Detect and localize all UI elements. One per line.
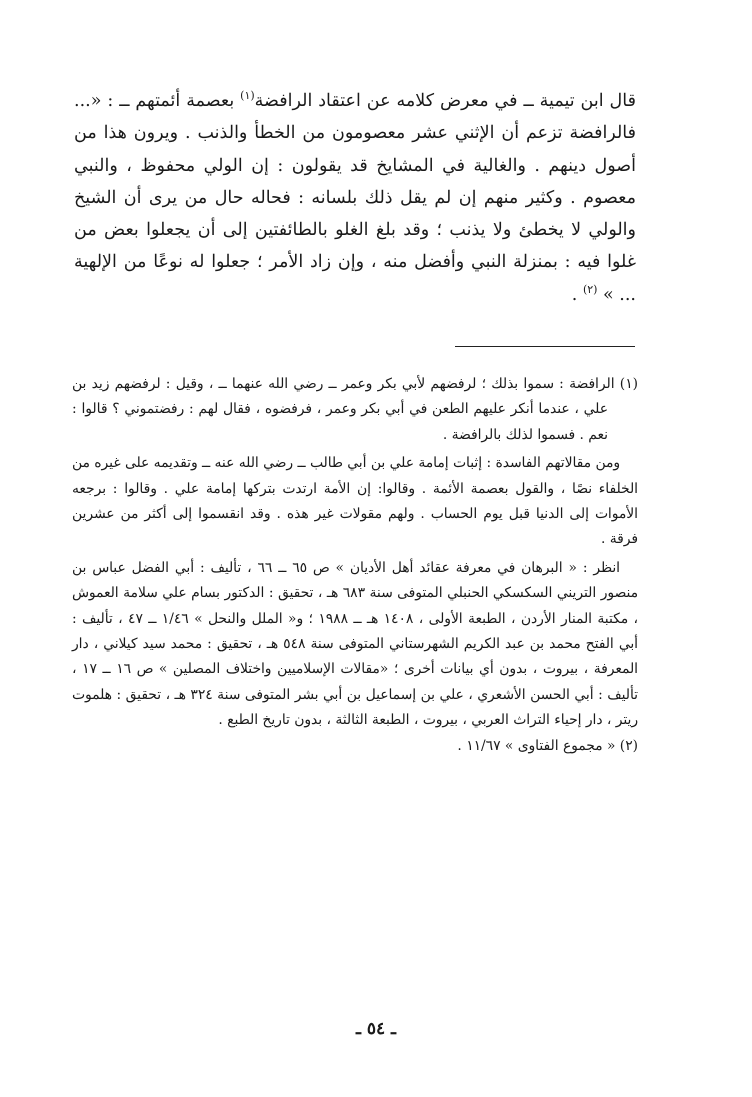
footnote-ref-1[interactable]: (١) <box>240 89 255 103</box>
main-text-block <box>74 85 636 311</box>
footnote-2-paragraph <box>72 734 638 759</box>
footnote-1-marker: (١) <box>619 376 638 392</box>
footnotes-block <box>72 372 638 759</box>
footnote-ref-2[interactable]: (٢) <box>582 282 598 296</box>
quotation-end: . <box>571 284 578 305</box>
intro-line: قال ابن تيمية ــ في معرض كلامه عن اعتقاد الرافضة <box>254 91 636 111</box>
footnote-2-text: « مجموع الفتاوى » ١١/٦٧ . <box>457 737 616 754</box>
intro-line-end: بعصمة أئمتهم ــ : <box>107 91 235 111</box>
footnote-1-paragraph-1 <box>72 372 638 448</box>
footnote-1-paragraph-2: ومن مقالاتهم الفاسدة : إثبات إمامة علي بن أبي طالب ــ رضي الله عنه ــ وتقديمه على غيره من الخلفاء نصًا ، والقول بعصمة الأئمة . وقالوا: إن الأمة ارتدت بتركها إمامة علي . وقالوا : برجعه الأموات إلى الدنيا قبل يوم الحساب . ولهم مقولات غير هذه . وقد انقسموا إلى أكثر من عشرين فرقة . <box>72 455 638 548</box>
footnote-1-text: الرافضة : سموا بذلك ؛ لرفضهم لأبي بكر وعمر ــ رضي الله عنهما ــ ، وقيل : لرفضهم زيد بن علي ، عندما أنكر عليهم الطعن في أبي بكر وعمر ، فرفضوه ، فقال لهم : رفضتموني ؟ قالوا : نعم . فسموا لذلك بالرافضة . <box>72 376 615 443</box>
footnote-separator <box>455 346 635 347</box>
quotation-text: «... فالرافضة تزعم أن الإثني عشر معصومون من الخطأ والذنب . ويرون هذا من أصول دينهم . والغالية في المشايخ قد يقولون : إن الولي محفوظ ، والنبي معصوم . وكثير منهم إن لم يقل ذلك بلسانه : فحاله حال من يرى أن الشيخ والولي لا يخطئ ولا يذنب ؛ وقد بلغ الغلو بالطائفتين إلى أن يجعلوا بعض من غلوا فيه : بمنزلة النبي وأفضل منه ، وإن زاد الأمر ؛ جعلوا له نوعًا من الإلهية ... » <box>74 91 636 305</box>
footnote-2-marker: (٢) <box>619 737 638 754</box>
main-paragraph <box>74 85 636 311</box>
page-number: ـ ٥٤ ـ <box>355 1019 397 1039</box>
footnote-1-paragraph-3: انظر : « البرهان في معرفة عقائد أهل الأديان » ص ٦٥ ــ ٦٦ ، تأليف : أبي الفضل عباس بن منصور التريني السكسكي الحنبلي المتوفى سنة ٦٨٣ هـ ، تحقيق : الدكتور بسام علي سلامة العموش ، مكتبة المنار الأردن ، الطبعة الأولى ، ١٤٠٨ هـ ــ ١٩٨٨ ؛ و« الملل والنحل » ١/٤٦ ــ ٤٧ ، تأليف : أبي الفتح محمد بن عبد الكريم الشهرستاني المتوفى سنة ٥٤٨ هـ ، تحقيق : محمد سيد كيلاني ، دار المعرفة ، بيروت ، بدون أي بيانات أخرى ؛ «مقالات الإسلاميين واختلاف المصلين » ص ١٦ ــ ١٧ ، تأليف : أبي الحسن الأشعري ، علي بن إسماعيل بن أبي بشر المتوفى سنة ٣٢٤ هـ ، تحقيق : هلموت ريتر ، دار إحياء التراث العربي ، بيروت ، الطبعة الثالثة ، بدون تاريخ الطبع . <box>72 559 639 729</box>
